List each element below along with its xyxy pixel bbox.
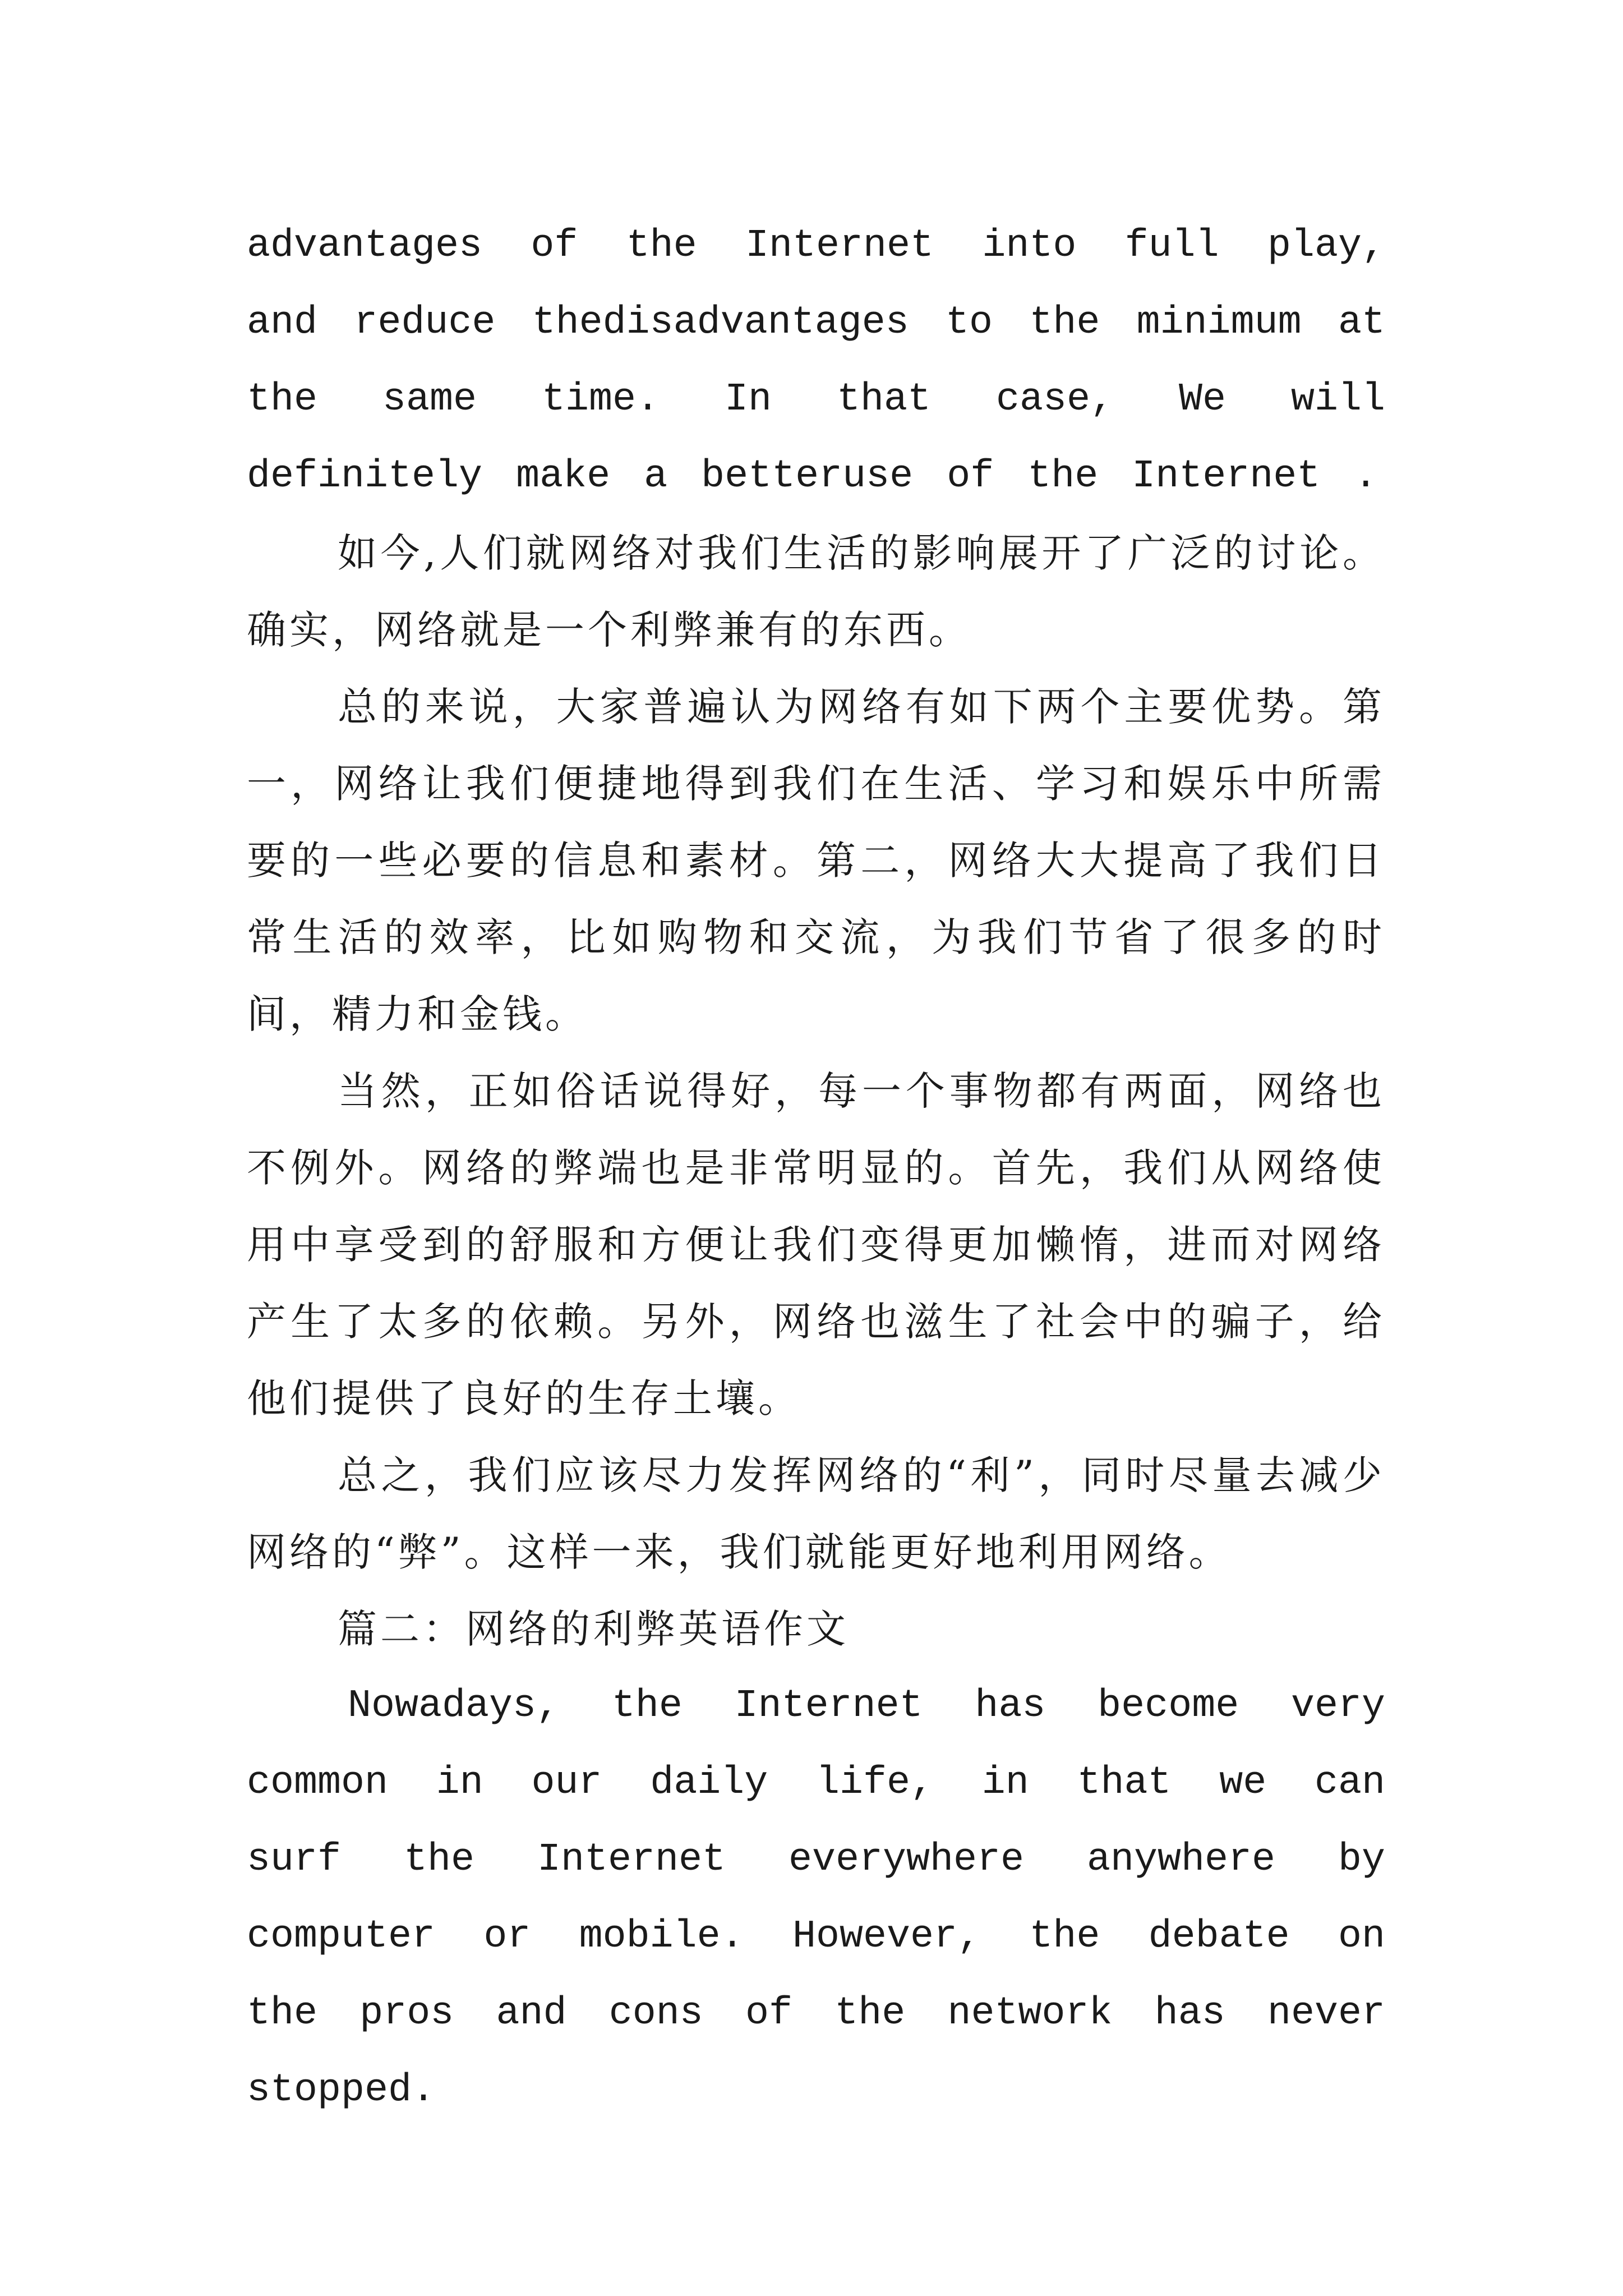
section-heading: 篇二：网络的利弊英语作文 [338,1606,849,1652]
document-body [247,208,1385,2129]
paragraph-advantages-chinese: 总的来说，大家普遍认为网络有如下两个主要优势。第一，网络让我们便捷地得到我们在生活、学习和娱乐中所需要的一些必要的信息和素材。第二，网络大大提高了我们日常生活的效率，比如购物和交流，为我们节省了很多的时间，精力和金钱。 [247,684,1385,1037]
paragraph-english-continuation: advantages of the Internet into full play, and reduce thedisadvantages to the minimum at the same time. In that case, We will definitely make a betteruse of the Internet . [247,224,1385,499]
paragraph-intro-chinese: 如今,人们就网络对我们生活的影响展开了广泛的讨论。确实，网络就是一个利弊兼有的东西。 [247,530,1385,653]
paragraph-conclusion-chinese: 总之，我们应该尽力发挥网络的“利”，同时尽量去减少网络的“弊”。这样一来，我们就能更好地利用网络。 [247,1452,1385,1575]
paragraph-english-essay-start: Nowadays, the Internet has become very common in our daily life, in that we can surf the Internet everywhere anywhere by computer or mobile. However, the debate on the pros and cons of the network has never stopped. [247,1684,1385,2113]
paragraph-disadvantages-chinese: 当然，正如俗话说得好，每一个事物都有两面，网络也不例外。网络的弊端也是非常明显的。首先，我们从网络使用中享受到的舒服和方便让我们变得更加懒惰，进而对网络产生了太多的依赖。另外，网络也滋生了社会中的骗子，给他们提供了良好的生存土壤。 [247,1068,1385,1421]
